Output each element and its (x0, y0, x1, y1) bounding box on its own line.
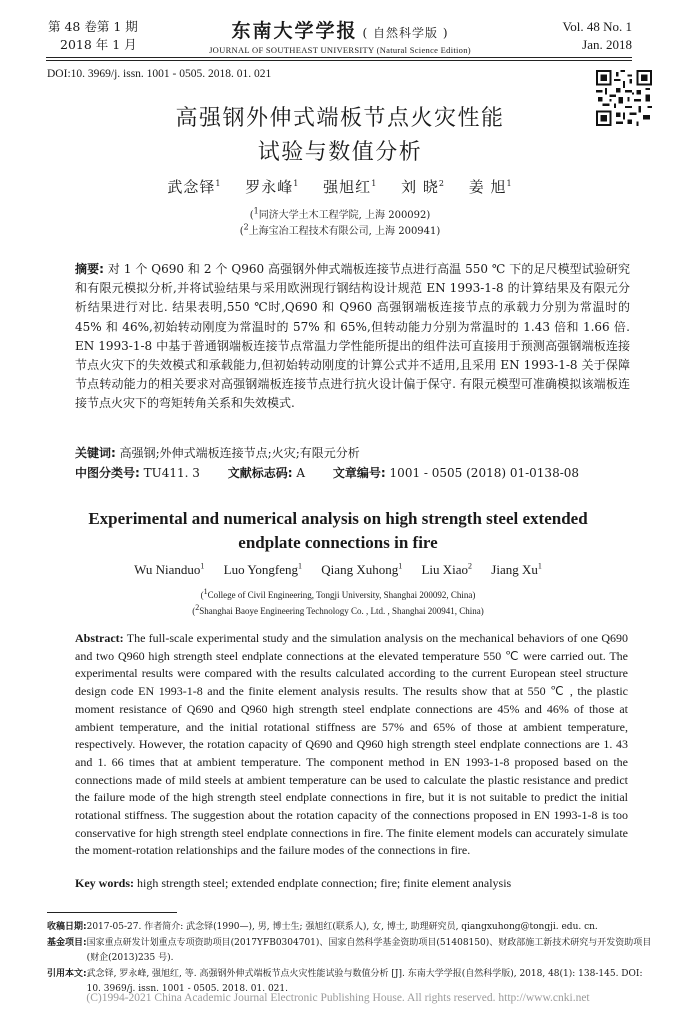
keywords-en-text: high strength steel; extended endplate connection; fire; finite element analysis (137, 876, 512, 890)
footnote-received: 收稿日期: 2017-05-27. 作者简介: 武念铎(1990—), 男, 博士生; 强旭红(联系人), 女, 博士, 助理研究员, qiangxuhong@tongji. edu. cn. (47, 922, 598, 932)
author-en: Wu Nianduo$^1$ (134, 561, 205, 577)
journal-title-cn: 东南大学学报 (231, 20, 358, 42)
qr-code-icon (596, 70, 652, 126)
affiliations-en (50, 587, 626, 619)
doc-code-value: A (296, 466, 306, 480)
classification-line (75, 464, 630, 483)
journal-masthead (150, 16, 530, 55)
affiliation-en: ($^1$College of Civil Engineering, Tongji University, Shanghai 200092, China) (200, 587, 476, 600)
article-no-label: 文章编号: (332, 466, 386, 480)
author-cn: 武念铎$^1$ (167, 178, 222, 196)
title-cn-line-2: 试验与数值分析 (257, 140, 423, 165)
author-cn: 强旭红$^1$ (323, 178, 378, 196)
keywords-en-label: Key words: (75, 876, 134, 890)
affiliation-cn: ($^2$上海宝冶工程技术有限公司, 上海 200941) (239, 222, 441, 237)
author-cn: 刘 晓$^2$ (401, 178, 445, 196)
abstract-cn (75, 260, 630, 414)
footnote-rule (47, 912, 177, 913)
footnote-citation: 引用本文: 武念铎, 罗永峰, 强旭红, 等. 高强钢外伸式端板节点火灾性能试验与数值分析 [J]. 东南大学学报(自然科学版), 2018, 48(1): 138-145. DOI: 10. 3969/j. issn. 1001 - 0505. 2018. 01. 021. (47, 968, 643, 994)
abstract-en-label: Abstract: (75, 631, 124, 645)
abstract-en (75, 630, 628, 860)
journal-edition-cn: ( 自然科学版 ) (362, 26, 449, 40)
keywords-cn-label: 关键词: (75, 446, 116, 460)
keywords-en (75, 876, 628, 891)
affiliations-cn (90, 208, 590, 240)
title-cn-line-1: 高强钢外伸式端板节点火灾性能 (175, 106, 505, 131)
date-en: Jan. 2018 (582, 37, 632, 52)
volume-cn: 第 48 卷第 1 期 (48, 19, 138, 34)
article-no-value: 1001 - 0505 (2018) 01-0138-08 (389, 466, 580, 480)
doi: DOI:10. 3969/j. issn. 1001 - 0505. 2018. 01. 021 (47, 68, 272, 80)
header-rule (46, 57, 632, 58)
abstract-en-text: The full-scale experimental study and the simulation analysis on the mechanical behaviors of one Q690 and two Q960 high strength steel endplate connections at the elevated temperature 550 ℃ were carried out. The experimental results were compared with the results calculated according to the current European steel structure design code EN 1993-1-8 and the finite element analysis results. The results show that at 550 ℃ , the plastic moment resistance of Q690 and Q960 high strength steel endplate connections are 45% and 46% of those at ambient temperature, and the initial rotational stiffness are 57% and 65% of those at ambient temperature, respectively. However, the rotation capacity of Q690 and Q960 high strength steel endplate connections are 1. 43 and 1. 66 times that at ambient temperature. The component method in EN 1993-1-8 proposed based on the connections made of mild steels at ambient temperature can be used to calculate the plastic resistance and predict the failure mode of the high strength steel endplate connections in fire, but it is not suitable to predict the initial rotational stiffness. The suggestion about the rotation capacity of the connections proposed in EN 1993-1-8 is too conservative for high strength steel endplate connections in fire. The finite element models can accurately simulate the moment-rotation relationships and the failure modes of the connections in fire. (75, 631, 628, 858)
title-en-line-2: endplate connections in fire (238, 533, 438, 552)
paper-title-en (50, 507, 626, 555)
doc-code-label: 文献标志码: (227, 466, 293, 480)
title-en-line-1: Experimental and numerical analysis on high strength steel extended (88, 509, 588, 528)
abstract-cn-label: 摘要: (75, 262, 104, 276)
author-list-cn (90, 176, 590, 197)
footnote-funding: 基金项目: 国家重点研发计划重点专项资助项目(2017YFB0304701)、国家自然科学基金资助项目(51408150)、财政部施工新技术研究与开发资助项目(财企(2013)235 号). (47, 937, 652, 963)
header-rule-thin (46, 60, 632, 61)
keywords-cn-text: 高强钢;外伸式端板连接节点;火灾;有限元分析 (119, 446, 360, 460)
issue-info-en (563, 18, 632, 54)
keywords-cn (75, 444, 630, 463)
author-en: Jiang Xu$^1$ (491, 561, 542, 577)
paper-title-cn (90, 102, 590, 170)
issue-info-cn (48, 18, 138, 54)
author-en: Liu Xiao$^2$ (421, 561, 473, 577)
copyright-watermark: (C)1994-2021 China Academic Journal Electronic Publishing House. All rights reserved. http://www.cnki.net (86, 992, 590, 1004)
clc-value: TU411. 3 (143, 466, 200, 480)
author-cn: 罗永峰$^1$ (245, 178, 300, 196)
abstract-cn-text: 对 1 个 Q690 和 2 个 Q960 高强钢外伸式端板连接节点进行高温 550 ℃ 下的足尺模型试验研究和有限元模拟分析,并将试验结果与采用欧洲现行钢结构设计规范 EN 1993-1-8 的计算结果及有限元分析结果进行对比. 结果表明,550 ℃时,Q690 和 Q960 高强钢端板连接节点的承载力分别为常温时的 45% 和 46%,初始转动刚度为常温时的 57% 和 65%,但转动能力分别为常温时的 1.43 倍和 1.66 倍. EN 1993-1-8 中基于普通钢端板连接节点常温力学性能所提出的组件法可直接用于预测高强钢端板连接节点火灾下的失效模式和承载能力,但初始转动刚度的计算公式并不适用,且采用 EN 1993-1-8 关于保障节点转动能力的相关要求对高强钢端板连接节点进行抗火设计偏于保守. 有限元模型可准确模拟该端板连接节点火灾下的弯矩转角关系和失效模式. (75, 262, 630, 411)
author-en: Luo Yongfeng$^1$ (223, 561, 303, 577)
journal-title-en: JOURNAL OF SOUTHEAST UNIVERSITY (Natural Science Edition) (209, 45, 471, 55)
clc-label: 中图分类号: (75, 466, 140, 480)
volume-en: Vol. 48 No. 1 (562, 19, 632, 34)
author-en: Qiang Xuhong$^1$ (321, 561, 403, 577)
author-list-en (50, 562, 626, 578)
affiliation-cn: ($^1$同济大学土木工程学院, 上海 200092) (249, 206, 431, 221)
author-cn: 姜 旭$^1$ (468, 178, 513, 196)
footnotes (47, 920, 657, 998)
date-cn: 2018 年 1 月 (60, 37, 137, 52)
affiliation-en: ($^2$Shanghai Baoye Engineering Technology Co. , Ltd. , Shanghai 200941, China) (192, 603, 484, 616)
